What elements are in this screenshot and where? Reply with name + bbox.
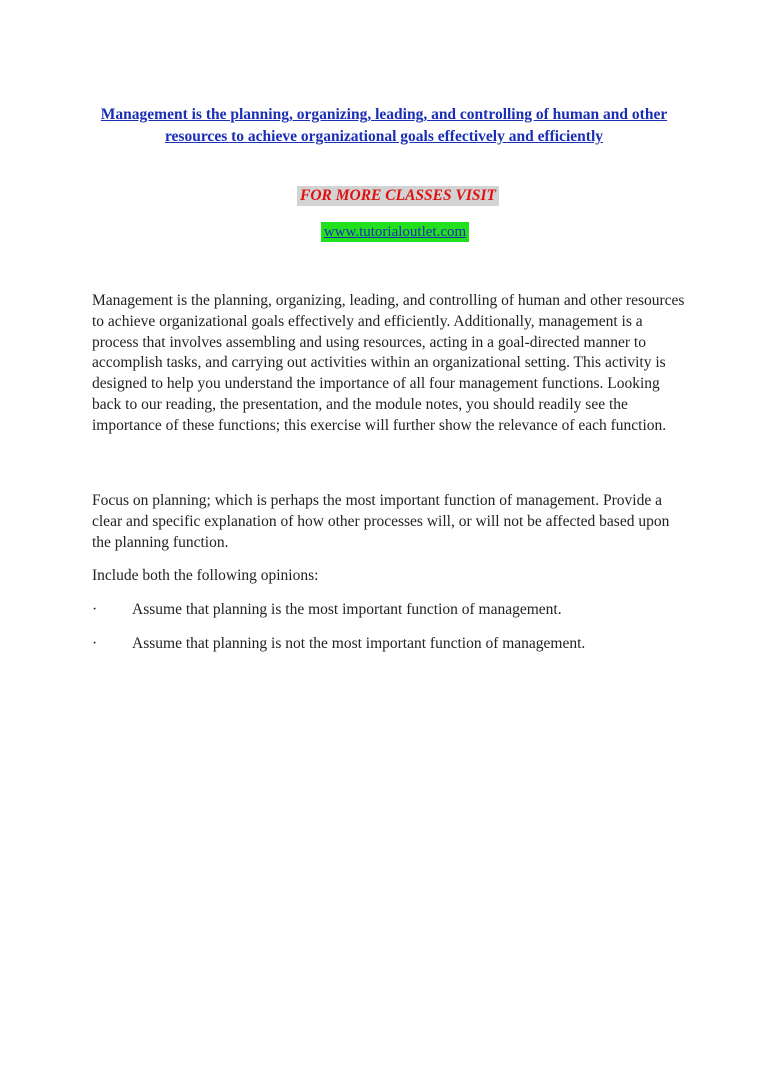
bullet-marker: · xyxy=(92,635,98,652)
promo-banner xyxy=(0,186,768,206)
bullet-text: Assume that planning is the most important function of management. xyxy=(132,601,562,618)
bullet-text: Assume that planning is not the most important function of management. xyxy=(132,635,586,652)
list-item xyxy=(92,600,686,621)
document-title: Management is the planning, organizing, leading, and controlling of human and other resources to achieve organizational goals effectively and efficiently xyxy=(100,106,668,145)
list-item xyxy=(92,634,686,655)
bullet-marker: · xyxy=(92,601,98,618)
planning-paragraph: Focus on planning; which is perhaps the most important function of management. Provide a clear and specific explanation of how other processes will, or will not be affected based upon the planning function. xyxy=(92,492,670,551)
promo-label: FOR MORE CLASSES VISIT xyxy=(297,186,499,206)
intro-paragraph: Management is the planning, organizing, leading, and controlling of human and other resources to achieve organizational goals effectively and efficiently. Additionally, management is a process that involves assembling and using resources, acting in a goal-directed manner to accomplish tasks, and carrying out activities within an organizational setting. This activity is designed to help you understand the importance of all four management functions. Looking back to our reading, the presentation, and the module notes, you should readily see the importance of these functions; this exercise will further show the relevance of each function. xyxy=(92,292,685,434)
promo-link[interactable]: www.tutorialoutlet.com xyxy=(321,222,469,242)
promo-link-container xyxy=(0,222,768,242)
opinions-intro: Include both the following opinions: xyxy=(92,567,319,584)
